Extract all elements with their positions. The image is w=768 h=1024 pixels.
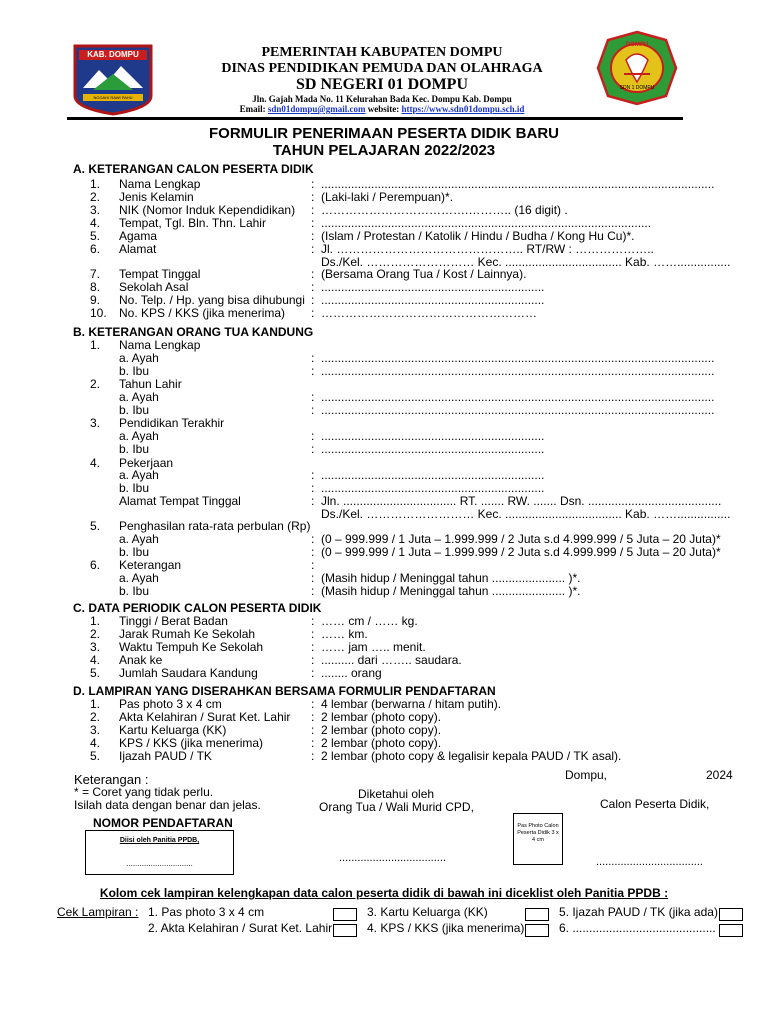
section-a-row-field[interactable]: Jl. ……………………………………….. RT/RW : ……………….. — [321, 242, 654, 256]
registration-number-box[interactable] — [85, 830, 234, 875]
section-a-row-number: 5. — [90, 229, 101, 243]
checklist-item-6: 6. ........................................... — [559, 921, 716, 935]
section-a-row-field[interactable]: ................................................................................................... — [321, 216, 652, 230]
section-a-row-colon: : — [311, 306, 315, 320]
letterhead-contact — [180, 104, 584, 114]
parent-name-ibu-colon: : — [311, 364, 315, 378]
form-title: FORMULIR PENERIMAAN PESERTA DIDIK BARU — [208, 125, 559, 142]
right-logo — [596, 30, 678, 106]
parent-address-label: Alamat Tempat Tinggal — [119, 494, 241, 508]
section-c-row-label: Tinggi / Berat Badan — [119, 614, 228, 628]
parent-name-number: 1. — [90, 338, 101, 352]
parent-education-number: 3. — [90, 416, 101, 430]
section-d-row-colon: : — [311, 749, 315, 763]
section-c-row-field[interactable]: .......... dari …….. saudara. — [321, 653, 462, 667]
parent-name-label: Nama Lengkap — [119, 338, 201, 352]
letterhead-line3: SD NEGERI 01 DOMPU — [295, 76, 468, 93]
registration-number-title: NOMOR PENDAFTARAN — [93, 816, 233, 830]
section-a-row-number: 8. — [90, 280, 101, 294]
section-a-row-number: 3. — [90, 203, 101, 217]
parent-status-ayah-label: a. Ayah — [119, 571, 159, 585]
form-subtitle: TAHUN PELAJARAN 2022/2023 — [272, 142, 496, 159]
parent-birth-year-label: Tahun Lahir — [119, 377, 182, 391]
email-link[interactable]: sdn01dompu@gmail.com — [267, 104, 366, 114]
parent-birth-year-ayah-label: a. Ayah — [119, 390, 159, 404]
section-c-row-colon: : — [311, 614, 315, 628]
section-c-row-number: 5. — [90, 666, 101, 680]
keterangan-note-2: Isilah data dengan benar dan jelas. — [74, 798, 261, 812]
right-logo-top: DOMPU — [625, 42, 649, 48]
section-d-row-label: Ijazah PAUD / TK — [119, 749, 212, 763]
section-a-row-number: 6. — [90, 242, 101, 256]
section-a-row-colon: : — [311, 293, 315, 307]
candidate-signature-label: Calon Peserta Didik, — [600, 797, 710, 811]
parent-address-colon: : — [311, 494, 315, 508]
parent-name-ayah-field[interactable]: ...................................................................................................................... — [321, 351, 715, 365]
section-a-row-number: 7. — [90, 267, 101, 281]
section-a-row-number: 9. — [90, 293, 101, 307]
section-a-row-colon: : — [311, 203, 315, 217]
section-a-row-field[interactable]: (Bersama Orang Tua / Kost / Lainnya). — [321, 267, 527, 281]
section-a-row-colon: : — [311, 242, 315, 256]
parent-signature-line: ................................... — [339, 852, 446, 864]
letterhead-line2: DINAS PENDIDIKAN PEMUDA DAN OLAHRAGA — [221, 61, 543, 76]
parent-status-ibu-colon: : — [311, 584, 315, 598]
parent-occupation-label: Pekerjaan — [119, 456, 174, 470]
section-d-row-number: 5. — [90, 749, 101, 763]
parent-occupation-number: 4. — [90, 456, 101, 470]
parent-status-ayah-field[interactable]: (Masih hidup / Meninggal tahun ...................... )*. — [321, 571, 581, 585]
section-a-row-label: Agama — [119, 229, 158, 243]
section-c-row-number: 1. — [90, 614, 101, 628]
section-c-row-label: Jumlah Saudara Kandung — [119, 666, 258, 680]
website-label: website: — [367, 104, 400, 114]
section-a-row-field[interactable]: ……………………………….……….. (16 digit) . — [321, 203, 568, 217]
section-c-row-field[interactable]: …… jam ….. menit. — [321, 640, 426, 654]
keterangan-title: Keterangan : — [74, 772, 149, 787]
parent-occupation-ayah-colon: : — [311, 468, 315, 482]
section-a-row-colon: : — [311, 177, 315, 191]
section-d-row-label: Pas photo 3 x 4 cm — [119, 697, 222, 711]
parent-birth-year-ibu-colon: : — [311, 403, 315, 417]
section-a-row-label: NIK (Nomor Induk Kependidikan) — [119, 203, 296, 217]
section-c-row-number: 3. — [90, 640, 101, 654]
section-a-row-field[interactable]: ................................................................... — [321, 280, 545, 294]
section-d-row-label: KPS / KKS (jika menerima) — [119, 736, 264, 750]
section-a-heading: A. KETERANGAN CALON PESERTA DIDIK — [73, 162, 314, 176]
section-a-row-label: Jenis Kelamin — [119, 190, 194, 204]
parent-education-ibu-label: b. Ibu — [119, 442, 150, 456]
parent-name-ibu-label: b. Ibu — [119, 364, 150, 378]
parent-income-ayah-label: a. Ayah — [119, 532, 159, 546]
section-d-row-value: 2 lembar (photo copy). — [321, 723, 442, 737]
checklist-item-3: 3. Kartu Keluarga (KK) — [367, 905, 488, 919]
checklist-item-5: 5. Ijazah PAUD / TK (jika ada) — [559, 905, 718, 919]
parent-birth-year-number: 2. — [90, 377, 101, 391]
checklist-label: Cek Lampiran : — [57, 905, 139, 919]
section-c-row-label: Anak ke — [119, 653, 163, 667]
section-a-row-label: Sekolah Asal — [119, 280, 189, 294]
section-a-row-number: 10. — [90, 306, 107, 320]
photo-placeholder-box — [513, 813, 563, 865]
parent-status-colon: : — [311, 558, 315, 572]
left-logo-motto: NGGAHI RAWI PAHU — [93, 95, 133, 100]
section-a-address-field-2[interactable]: Ds./Kel. ……………………… Kec. ................................... Kab. ……................ — [321, 255, 731, 269]
section-a-row-field[interactable]: (Islam / Protestan / Katolik / Hindu / Budha / Kong Hu Cu)*. — [321, 229, 635, 243]
section-a-row-colon: : — [311, 229, 315, 243]
section-d-row-value: 4 lembar (berwarna / hitam putih). — [321, 697, 502, 711]
parent-income-ibu-field[interactable]: (0 – 999.999 / 1 Juta – 1.999.999 / 2 Juta s.d 4.999.999 / 5 Juta – 20 Juta)* — [321, 545, 721, 559]
parent-address-field[interactable]: Jln. .................................. RT. ....... RW. ....... Dsn. ........................................ — [321, 494, 722, 508]
section-d-row-number: 4. — [90, 736, 101, 750]
parent-education-ibu-field[interactable]: ................................................................... — [321, 442, 545, 456]
known-by-label: Diketahui oleh — [358, 787, 435, 801]
section-c-row-number: 4. — [90, 653, 101, 667]
section-a-row-number: 1. — [90, 177, 101, 191]
section-c-row-colon: : — [311, 627, 315, 641]
parent-birth-year-ayah-colon: : — [311, 390, 315, 404]
section-c-row-colon: : — [311, 640, 315, 654]
section-a-row-label: Tempat Tinggal — [119, 267, 201, 281]
section-d-row-value: 2 lembar (photo copy). — [321, 710, 442, 724]
parent-education-ayah-label: a. Ayah — [119, 429, 159, 443]
section-d-heading: D. LAMPIRAN YANG DISERAHKAN BERSAMA FORMULIR PENDAFTARAN — [73, 684, 496, 698]
section-a-row-colon: : — [311, 267, 315, 281]
signature-place: Dompu, — [565, 768, 608, 782]
right-logo-bottom: SDN 1 DOMPU — [619, 85, 655, 91]
parent-education-label: Pendidikan Terakhir — [119, 416, 225, 430]
checklist-item-1: 1. Pas photo 3 x 4 cm — [148, 905, 265, 919]
parent-status-label: Keterangan — [119, 558, 182, 572]
letterhead-address: Jln. Gajah Mada No. 11 Kelurahan Bada Kec. Dompu Kab. Dompu — [252, 94, 512, 104]
parent-status-ibu-field[interactable]: (Masih hidup / Meninggal tahun ...................... )*. — [321, 584, 581, 598]
parent-birth-year-ayah-field[interactable]: ...................................................................................................................... — [321, 390, 715, 404]
parent-income-number: 5. — [90, 519, 101, 533]
section-a-row-field[interactable]: ................................................................... — [321, 293, 545, 307]
parent-signature-label: Orang Tua / Wali Murid CPD, — [319, 800, 474, 814]
candidate-signature-line: ................................... — [596, 856, 703, 868]
parent-occupation-ayah-field[interactable]: ................................................................... — [321, 468, 545, 482]
section-a-row-label: No. KPS / KKS (jika menerima) — [119, 306, 286, 320]
parent-income-ayah-field[interactable]: (0 – 999.999 / 1 Juta – 1.999.999 / 2 Juta s.d 4.999.999 / 5 Juta – 20 Juta)* — [321, 532, 721, 546]
section-a-row-label: Tempat, Tgl. Bln. Thn. Lahir — [119, 216, 266, 230]
checklist-item-2: 2. Akta Kelahiran / Surat Ket. Lahir — [148, 921, 333, 935]
letterhead-divider — [67, 117, 683, 120]
parent-occupation-ibu-label: b. Ibu — [119, 481, 150, 495]
parent-income-ibu-label: b. Ibu — [119, 545, 150, 559]
parent-address-field-2[interactable]: Ds./Kel. ……………………… Kec. ................................... Kab. ……................ — [321, 507, 731, 521]
parent-status-ayah-colon: : — [311, 571, 315, 585]
parent-name-ayah-colon: : — [311, 351, 315, 365]
keterangan-note-1: * = Coret yang tidak perlu. — [74, 785, 214, 799]
section-d-row-label: Akta Kelahiran / Surat Ket. Lahir — [119, 710, 291, 724]
section-c-heading: C. DATA PERIODIK CALON PESERTA DIDIK — [73, 601, 322, 615]
email-label: Email: — [239, 104, 266, 114]
parent-income-ibu-colon: : — [311, 545, 315, 559]
section-a-row-label: Nama Lengkap — [119, 177, 201, 191]
section-a-row-field[interactable]: ...................................................................................................................... — [321, 177, 715, 191]
section-a-row-label: Alamat — [119, 242, 157, 256]
checklist-title: Kolom cek lampiran kelengkapan data calon peserta didik di bawah ini diceklist oleh Panitia PPDB : — [99, 886, 669, 900]
website-link[interactable]: https://www.sdn01dompu.sch.id — [401, 104, 525, 114]
section-c-row-number: 2. — [90, 627, 101, 641]
section-d-row-value: 2 lembar (photo copy). — [321, 736, 442, 750]
section-d-row-value: 2 lembar (photo copy & legalisir kepala PAUD / TK asal). — [321, 749, 622, 763]
section-a-row-number: 2. — [90, 190, 101, 204]
parent-name-ayah-label: a. Ayah — [119, 351, 159, 365]
registration-dots: .............................. — [126, 859, 193, 868]
parent-income-ayah-colon: : — [311, 532, 315, 546]
checklist-box-3[interactable] — [525, 908, 549, 921]
section-a-row-colon: : — [311, 280, 315, 294]
section-c-row-label: Waktu Tempuh Ke Sekolah — [119, 640, 264, 654]
section-a-row-number: 4. — [90, 216, 101, 230]
checklist-item-4: 4. KPS / KKS (jika menerima) — [367, 921, 525, 935]
section-b-heading: B. KETERANGAN ORANG TUA KANDUNG — [73, 325, 314, 339]
parent-education-ayah-field[interactable]: ................................................................... — [321, 429, 545, 443]
checklist-box-4[interactable] — [525, 924, 549, 937]
section-d-row-colon: : — [311, 736, 315, 750]
parent-education-ayah-colon: : — [311, 429, 315, 443]
parent-birth-year-ibu-label: b. Ibu — [119, 403, 150, 417]
left-logo-text: KAB. DOMPU — [87, 50, 139, 59]
parent-status-number: 6. — [90, 558, 101, 572]
section-a-row-field[interactable]: (Laki-laki / Perempuan)*. — [321, 190, 454, 204]
parent-education-ibu-colon: : — [311, 442, 315, 456]
parent-status-ibu-label: b. Ibu — [119, 584, 150, 598]
section-c-row-colon: : — [311, 653, 315, 667]
checklist-box-2[interactable] — [333, 924, 357, 937]
section-d-row-label: Kartu Keluarga (KK) — [119, 723, 227, 737]
parent-occupation-ibu-field[interactable]: ................................................................... — [321, 481, 545, 495]
section-d-row-number: 3. — [90, 723, 101, 737]
registration-fill-note: Diisi oleh Panitia PPDB, — [119, 837, 200, 844]
checklist-box-1[interactable] — [333, 908, 357, 921]
section-c-row-field[interactable]: …… cm / …… kg. — [321, 614, 418, 628]
parent-birth-year-ibu-field[interactable]: ...................................................................................................................... — [321, 403, 715, 417]
section-d-row-colon: : — [311, 697, 315, 711]
section-a-row-colon: : — [311, 216, 315, 230]
section-a-row-field[interactable]: ……………………………………………… — [321, 306, 537, 320]
parent-occupation-ibu-colon: : — [311, 481, 315, 495]
letterhead-line1: PEMERINTAH KABUPATEN DOMPU — [261, 45, 503, 60]
checklist-box-6[interactable] — [719, 924, 743, 937]
parent-income-label: Penghasilan rata-rata perbulan (Rp) — [119, 519, 311, 533]
section-d-row-colon: : — [311, 710, 315, 724]
parent-occupation-ayah-label: a. Ayah — [119, 468, 159, 482]
signature-year: 2024 — [706, 768, 733, 782]
section-d-row-number: 1. — [90, 697, 101, 711]
left-logo — [73, 44, 153, 116]
section-c-row-label: Jarak Rumah Ke Sekolah — [119, 627, 256, 641]
section-d-row-colon: : — [311, 723, 315, 737]
section-c-row-field[interactable]: ........ orang — [321, 666, 382, 680]
checklist-box-5[interactable] — [719, 908, 743, 921]
section-c-row-field[interactable]: …… km. — [321, 627, 368, 641]
section-d-row-number: 2. — [90, 710, 101, 724]
photo-placeholder-text: Pas Photo Calon Peserta Didik 3 x 4 cm — [517, 823, 559, 843]
section-a-row-label: No. Telp. / Hp. yang bisa dihubungi — [119, 293, 305, 307]
parent-name-ibu-field[interactable]: ...................................................................................................................... — [321, 364, 715, 378]
section-c-row-colon: : — [311, 666, 315, 680]
section-a-row-colon: : — [311, 190, 315, 204]
